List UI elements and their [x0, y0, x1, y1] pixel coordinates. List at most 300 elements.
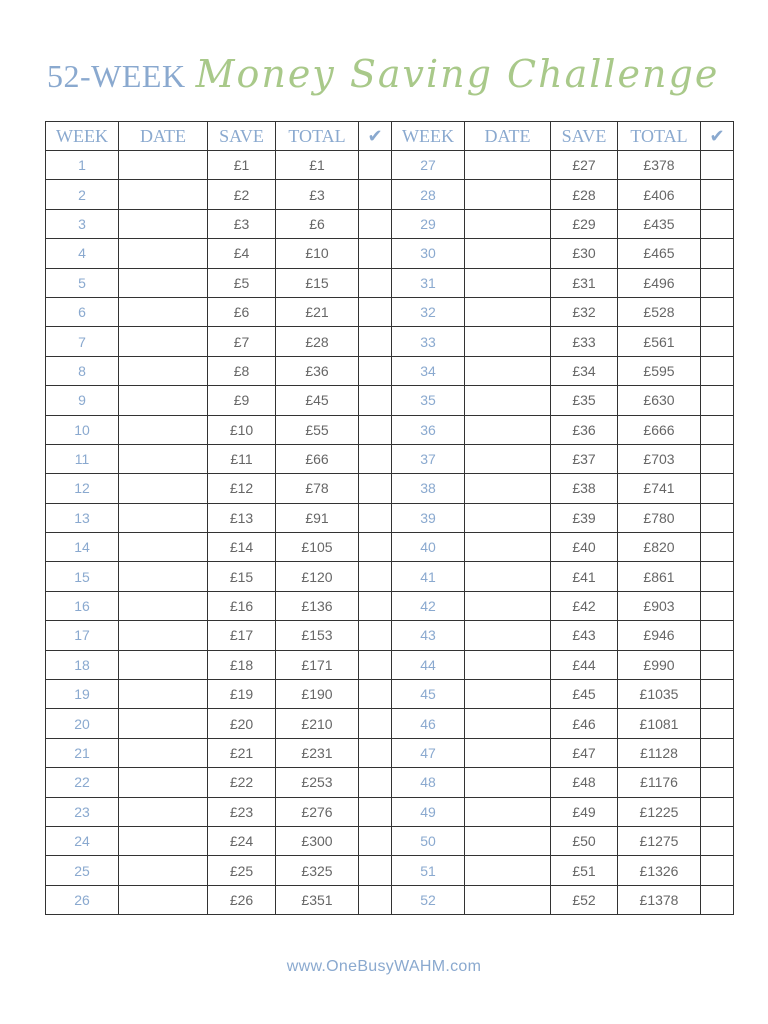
save-cell: £51 — [551, 856, 618, 885]
date-cell[interactable] — [119, 209, 208, 238]
save-cell: £22 — [208, 768, 276, 797]
check-cell[interactable] — [359, 885, 392, 914]
save-cell: £52 — [551, 885, 618, 914]
save-cell: £35 — [551, 386, 618, 415]
total-cell: £276 — [276, 797, 359, 826]
week-cell: 30 — [392, 239, 465, 268]
total-cell: £45 — [276, 386, 359, 415]
week-cell: 27 — [392, 151, 465, 180]
header-save: SAVE — [551, 122, 618, 151]
check-cell[interactable] — [701, 415, 734, 444]
week-cell: 2 — [46, 180, 119, 209]
check-cell[interactable] — [359, 680, 392, 709]
header-week: WEEK — [46, 122, 119, 151]
week-cell: 46 — [392, 709, 465, 738]
check-cell[interactable] — [359, 856, 392, 885]
total-cell: £153 — [276, 621, 359, 650]
header-total: TOTAL — [276, 122, 359, 151]
total-cell: £1225 — [618, 797, 701, 826]
check-cell[interactable] — [701, 621, 734, 650]
total-cell: £1081 — [618, 709, 701, 738]
week-cell: 24 — [46, 826, 119, 855]
total-cell: £231 — [276, 738, 359, 767]
week-cell: 29 — [392, 209, 465, 238]
date-cell[interactable] — [465, 650, 551, 679]
check-cell[interactable] — [359, 768, 392, 797]
total-cell: £496 — [618, 268, 701, 297]
save-cell: £47 — [551, 738, 618, 767]
check-cell[interactable] — [701, 151, 734, 180]
table-row — [46, 591, 734, 620]
check-cell[interactable] — [359, 474, 392, 503]
date-cell[interactable] — [465, 356, 551, 385]
total-cell: £780 — [618, 503, 701, 532]
footer-url: www.OneBusyWAHM.com — [286, 958, 482, 975]
total-cell: £105 — [276, 533, 359, 562]
table-body — [46, 151, 734, 915]
check-cell[interactable] — [701, 650, 734, 679]
date-cell[interactable] — [119, 415, 208, 444]
header-week: WEEK — [392, 122, 465, 151]
save-cell: £30 — [551, 239, 618, 268]
total-cell: £3 — [276, 180, 359, 209]
save-cell: £46 — [551, 709, 618, 738]
week-cell: 34 — [392, 356, 465, 385]
total-cell: £21 — [276, 297, 359, 326]
table-row — [46, 826, 734, 855]
save-cell: £23 — [208, 797, 276, 826]
date-cell[interactable] — [465, 180, 551, 209]
date-cell[interactable] — [119, 297, 208, 326]
check-cell[interactable] — [701, 856, 734, 885]
date-cell[interactable] — [465, 768, 551, 797]
week-cell: 32 — [392, 297, 465, 326]
date-cell[interactable] — [465, 151, 551, 180]
total-cell: £1035 — [618, 680, 701, 709]
total-cell: £36 — [276, 356, 359, 385]
check-cell[interactable] — [359, 562, 392, 591]
save-cell: £1 — [208, 151, 276, 180]
save-cell: £37 — [551, 444, 618, 473]
week-cell: 51 — [392, 856, 465, 885]
check-cell[interactable] — [359, 797, 392, 826]
total-cell: £300 — [276, 826, 359, 855]
date-cell[interactable] — [465, 415, 551, 444]
week-cell: 6 — [46, 297, 119, 326]
date-cell[interactable] — [119, 797, 208, 826]
week-cell: 4 — [46, 239, 119, 268]
save-cell: £5 — [208, 268, 276, 297]
date-cell[interactable] — [119, 386, 208, 415]
week-cell: 50 — [392, 826, 465, 855]
week-cell: 11 — [46, 444, 119, 473]
check-cell[interactable] — [359, 151, 392, 180]
total-cell: £435 — [618, 209, 701, 238]
check-cell[interactable] — [701, 474, 734, 503]
week-cell: 13 — [46, 503, 119, 532]
date-cell[interactable] — [465, 444, 551, 473]
table-row — [46, 415, 734, 444]
table-row — [46, 297, 734, 326]
date-cell[interactable] — [119, 738, 208, 767]
week-cell: 9 — [46, 386, 119, 415]
total-cell: £78 — [276, 474, 359, 503]
check-cell[interactable] — [701, 444, 734, 473]
week-cell: 18 — [46, 650, 119, 679]
date-cell[interactable] — [119, 444, 208, 473]
save-cell: £6 — [208, 297, 276, 326]
date-cell[interactable] — [119, 180, 208, 209]
save-cell: £11 — [208, 444, 276, 473]
check-cell[interactable] — [701, 503, 734, 532]
total-cell: £253 — [276, 768, 359, 797]
date-cell[interactable] — [119, 826, 208, 855]
check-cell[interactable] — [701, 826, 734, 855]
week-cell: 39 — [392, 503, 465, 532]
week-cell: 42 — [392, 591, 465, 620]
save-cell: £28 — [551, 180, 618, 209]
save-cell: £42 — [551, 591, 618, 620]
week-cell: 19 — [46, 680, 119, 709]
date-cell[interactable] — [465, 209, 551, 238]
save-cell: £33 — [551, 327, 618, 356]
table-row — [46, 180, 734, 209]
week-cell: 14 — [46, 533, 119, 562]
table-row — [46, 386, 734, 415]
check-cell[interactable] — [701, 680, 734, 709]
check-cell[interactable] — [359, 356, 392, 385]
date-cell[interactable] — [119, 709, 208, 738]
week-cell: 28 — [392, 180, 465, 209]
save-cell: £29 — [551, 209, 618, 238]
total-cell: £28 — [276, 327, 359, 356]
save-cell: £21 — [208, 738, 276, 767]
total-cell: £91 — [276, 503, 359, 532]
date-cell[interactable] — [465, 327, 551, 356]
date-cell[interactable] — [465, 474, 551, 503]
total-cell: £703 — [618, 444, 701, 473]
check-cell[interactable] — [359, 209, 392, 238]
save-cell: £19 — [208, 680, 276, 709]
save-cell: £18 — [208, 650, 276, 679]
total-cell: £630 — [618, 386, 701, 415]
check-cell[interactable] — [701, 209, 734, 238]
week-cell: 1 — [46, 151, 119, 180]
total-cell: £55 — [276, 415, 359, 444]
total-cell: £1326 — [618, 856, 701, 885]
week-cell: 16 — [46, 591, 119, 620]
date-cell[interactable] — [465, 680, 551, 709]
table-row — [46, 444, 734, 473]
check-cell[interactable] — [701, 738, 734, 767]
total-cell: £595 — [618, 356, 701, 385]
week-cell: 12 — [46, 474, 119, 503]
check-cell[interactable] — [701, 562, 734, 591]
save-cell: £7 — [208, 327, 276, 356]
date-cell[interactable] — [465, 621, 551, 650]
week-cell: 37 — [392, 444, 465, 473]
total-cell: £1128 — [618, 738, 701, 767]
header-row — [46, 122, 734, 151]
date-cell[interactable] — [465, 738, 551, 767]
check-cell[interactable] — [701, 386, 734, 415]
date-cell[interactable] — [465, 562, 551, 591]
date-cell[interactable] — [119, 151, 208, 180]
week-cell: 20 — [46, 709, 119, 738]
save-cell: £12 — [208, 474, 276, 503]
week-cell: 25 — [46, 856, 119, 885]
date-cell[interactable] — [119, 680, 208, 709]
total-cell: £406 — [618, 180, 701, 209]
date-cell[interactable] — [465, 591, 551, 620]
save-cell: £44 — [551, 650, 618, 679]
check-cell[interactable] — [359, 444, 392, 473]
check-cell[interactable] — [359, 239, 392, 268]
week-cell: 22 — [46, 768, 119, 797]
total-cell: £1176 — [618, 768, 701, 797]
table-row — [46, 239, 734, 268]
week-cell: 36 — [392, 415, 465, 444]
date-cell[interactable] — [119, 885, 208, 914]
check-cell[interactable] — [701, 709, 734, 738]
week-cell: 26 — [46, 885, 119, 914]
save-cell: £14 — [208, 533, 276, 562]
save-cell: £26 — [208, 885, 276, 914]
date-cell[interactable] — [465, 885, 551, 914]
table-row — [46, 738, 734, 767]
save-cell: £48 — [551, 768, 618, 797]
week-cell: 10 — [46, 415, 119, 444]
date-cell[interactable] — [465, 856, 551, 885]
header-total: TOTAL — [618, 122, 701, 151]
check-cell[interactable] — [359, 503, 392, 532]
date-cell[interactable] — [119, 621, 208, 650]
save-cell: £17 — [208, 621, 276, 650]
table-row — [46, 650, 734, 679]
date-cell[interactable] — [119, 562, 208, 591]
total-cell: £903 — [618, 591, 701, 620]
week-cell: 8 — [46, 356, 119, 385]
date-cell[interactable] — [119, 591, 208, 620]
date-cell[interactable] — [119, 327, 208, 356]
total-cell: £378 — [618, 151, 701, 180]
check-cell[interactable] — [701, 885, 734, 914]
check-cell[interactable] — [701, 768, 734, 797]
check-cell[interactable] — [359, 591, 392, 620]
total-cell: £741 — [618, 474, 701, 503]
date-cell[interactable] — [465, 533, 551, 562]
save-cell: £36 — [551, 415, 618, 444]
table-row — [46, 151, 734, 180]
check-cell[interactable] — [701, 239, 734, 268]
table-row — [46, 327, 734, 356]
week-cell: 7 — [46, 327, 119, 356]
date-cell[interactable] — [119, 503, 208, 532]
table-row — [46, 885, 734, 914]
week-cell: 23 — [46, 797, 119, 826]
check-cell[interactable] — [359, 709, 392, 738]
savings-table — [45, 121, 734, 915]
total-cell: £861 — [618, 562, 701, 591]
check-cell[interactable] — [359, 268, 392, 297]
save-cell: £8 — [208, 356, 276, 385]
week-cell: 44 — [392, 650, 465, 679]
total-cell: £15 — [276, 268, 359, 297]
date-cell[interactable] — [119, 856, 208, 885]
week-cell: 43 — [392, 621, 465, 650]
check-cell[interactable] — [701, 268, 734, 297]
week-cell: 52 — [392, 885, 465, 914]
total-cell: £946 — [618, 621, 701, 650]
save-cell: £10 — [208, 415, 276, 444]
save-cell: £9 — [208, 386, 276, 415]
check-cell[interactable] — [359, 327, 392, 356]
check-cell[interactable] — [359, 650, 392, 679]
check-cell[interactable] — [359, 415, 392, 444]
date-cell[interactable] — [119, 356, 208, 385]
date-cell[interactable] — [119, 474, 208, 503]
total-cell: £136 — [276, 591, 359, 620]
week-cell: 3 — [46, 209, 119, 238]
table-row — [46, 768, 734, 797]
total-cell: £1 — [276, 151, 359, 180]
check-cell[interactable] — [359, 180, 392, 209]
week-cell: 15 — [46, 562, 119, 591]
save-cell: £40 — [551, 533, 618, 562]
total-cell: £171 — [276, 650, 359, 679]
week-cell: 40 — [392, 533, 465, 562]
table-row — [46, 268, 734, 297]
total-cell: £325 — [276, 856, 359, 885]
save-cell: £34 — [551, 356, 618, 385]
table-row — [46, 356, 734, 385]
total-cell: £1378 — [618, 885, 701, 914]
total-cell: £465 — [618, 239, 701, 268]
total-cell: £990 — [618, 650, 701, 679]
page-title — [47, 52, 747, 108]
week-cell: 47 — [392, 738, 465, 767]
check-cell[interactable] — [701, 797, 734, 826]
header-date: DATE — [465, 122, 551, 151]
date-cell[interactable] — [119, 268, 208, 297]
save-cell: £27 — [551, 151, 618, 180]
date-cell[interactable] — [465, 503, 551, 532]
week-cell: 38 — [392, 474, 465, 503]
table-row — [46, 562, 734, 591]
check-cell[interactable] — [701, 591, 734, 620]
table-row — [46, 533, 734, 562]
total-cell: £66 — [276, 444, 359, 473]
total-cell: £6 — [276, 209, 359, 238]
date-cell[interactable] — [465, 709, 551, 738]
table-row — [46, 474, 734, 503]
week-cell: 45 — [392, 680, 465, 709]
save-cell: £38 — [551, 474, 618, 503]
date-cell[interactable] — [119, 650, 208, 679]
date-cell[interactable] — [119, 768, 208, 797]
date-cell[interactable] — [465, 268, 551, 297]
date-cell[interactable] — [465, 797, 551, 826]
check-cell[interactable] — [359, 297, 392, 326]
week-cell: 41 — [392, 562, 465, 591]
total-cell: £190 — [276, 680, 359, 709]
checkmark-icon: ✔ — [701, 122, 734, 151]
check-cell[interactable] — [701, 356, 734, 385]
check-cell[interactable] — [701, 297, 734, 326]
save-cell: £25 — [208, 856, 276, 885]
save-cell: £15 — [208, 562, 276, 591]
table-row — [46, 209, 734, 238]
table-row — [46, 621, 734, 650]
date-cell[interactable] — [465, 826, 551, 855]
save-cell: £49 — [551, 797, 618, 826]
table-row — [46, 797, 734, 826]
total-cell: £561 — [618, 327, 701, 356]
save-cell: £31 — [551, 268, 618, 297]
total-cell: £120 — [276, 562, 359, 591]
save-cell: £41 — [551, 562, 618, 591]
date-cell[interactable] — [465, 386, 551, 415]
save-cell: £39 — [551, 503, 618, 532]
total-cell: £10 — [276, 239, 359, 268]
table-row — [46, 856, 734, 885]
save-cell: £16 — [208, 591, 276, 620]
save-cell: £20 — [208, 709, 276, 738]
save-cell: £45 — [551, 680, 618, 709]
check-cell[interactable] — [359, 738, 392, 767]
week-cell: 48 — [392, 768, 465, 797]
check-cell[interactable] — [701, 327, 734, 356]
week-cell: 17 — [46, 621, 119, 650]
save-cell: £43 — [551, 621, 618, 650]
title-prefix: 52-WEEK — [47, 58, 186, 94]
check-cell[interactable] — [359, 621, 392, 650]
save-cell: £24 — [208, 826, 276, 855]
check-cell[interactable] — [701, 533, 734, 562]
week-cell: 21 — [46, 738, 119, 767]
header-save: SAVE — [208, 122, 276, 151]
save-cell: £32 — [551, 297, 618, 326]
total-cell: £351 — [276, 885, 359, 914]
table-row — [46, 680, 734, 709]
table-row — [46, 709, 734, 738]
date-cell[interactable] — [119, 239, 208, 268]
table-row — [46, 503, 734, 532]
week-cell: 31 — [392, 268, 465, 297]
check-cell[interactable] — [359, 826, 392, 855]
checkmark-icon: ✔ — [359, 122, 392, 151]
title-script: Money Saving Challenge — [195, 52, 720, 96]
week-cell: 49 — [392, 797, 465, 826]
total-cell: £210 — [276, 709, 359, 738]
week-cell: 35 — [392, 386, 465, 415]
date-cell[interactable] — [465, 297, 551, 326]
check-cell[interactable] — [359, 533, 392, 562]
header-date: DATE — [119, 122, 208, 151]
save-cell: £3 — [208, 209, 276, 238]
save-cell: £13 — [208, 503, 276, 532]
total-cell: £1275 — [618, 826, 701, 855]
check-cell[interactable] — [701, 180, 734, 209]
date-cell[interactable] — [465, 239, 551, 268]
total-cell: £528 — [618, 297, 701, 326]
date-cell[interactable] — [119, 533, 208, 562]
save-cell: £4 — [208, 239, 276, 268]
save-cell: £50 — [551, 826, 618, 855]
check-cell[interactable] — [359, 386, 392, 415]
total-cell: £666 — [618, 415, 701, 444]
week-cell: 33 — [392, 327, 465, 356]
